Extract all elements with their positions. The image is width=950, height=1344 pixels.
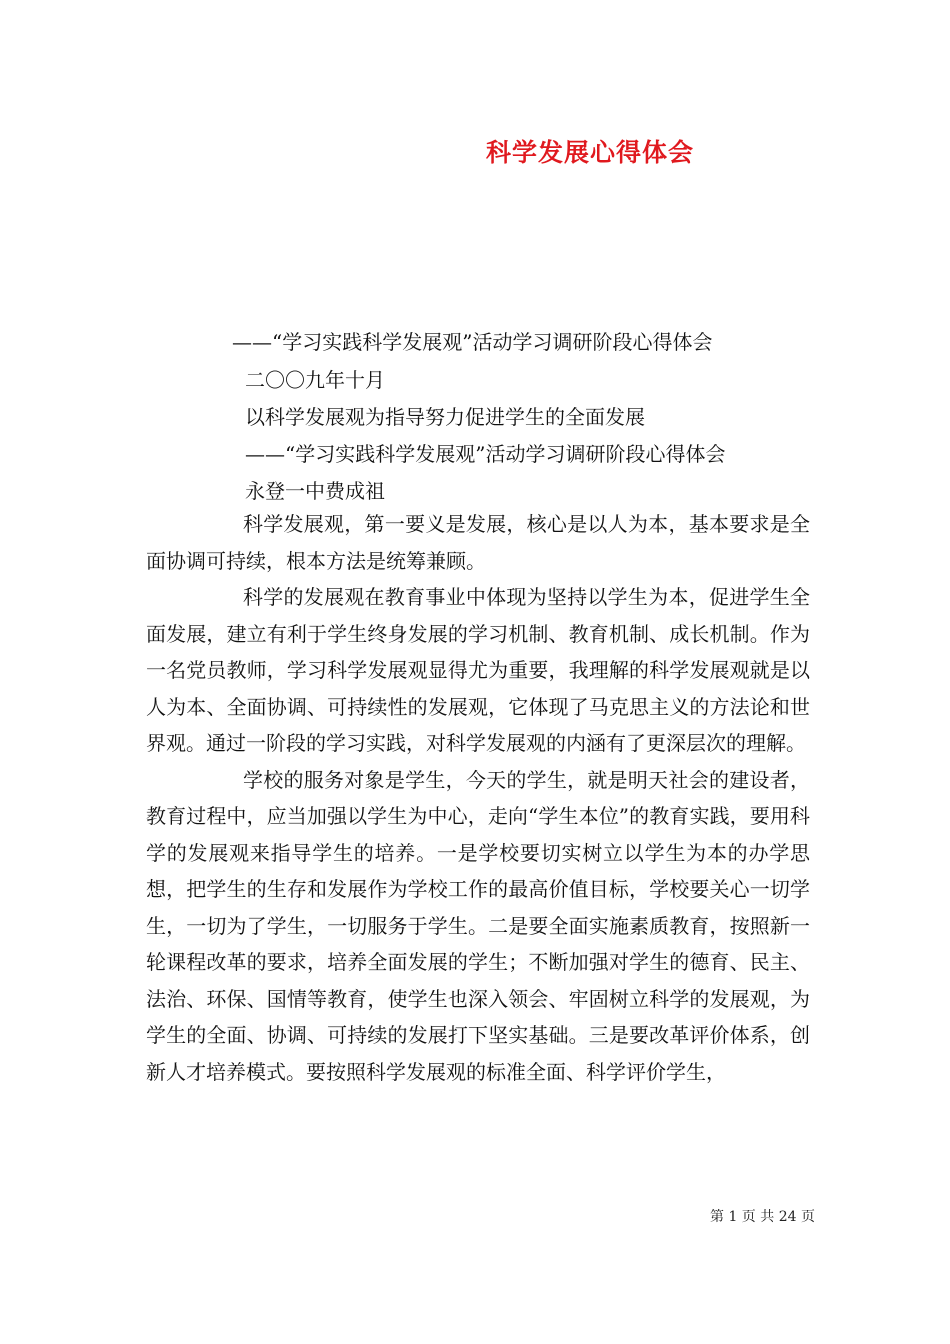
page-number: 第 1 页 共 24 页 [710, 1209, 815, 1225]
document-title: 科学发展心得体会 [485, 138, 694, 167]
paragraph: 学校的服务对象是学生，今天的学生，就是明天社会的建设者，教育过程中，应当加强以学生为中心，走向“学生本位”的教育实践，要用科学的发展观来指导学生的培养。一是学校要切实树立以学生为本的办学思想，把学生的生存和发展作为学校工作的最高价值目标，学校要关心一切学生，一切为了学生，一切服务于学生。二是要全面实施素质教育，按照新一轮课程改革的要求，培养全面发展的学生；不断加强对学生的德育、民主、法治、环保、国情等教育，使学生也深入领会、牢固树立科学的发展观，为学生的全面、协调、可持续的发展打下坚实基础。三是要改革评价体系，创新人才培养模式。要按照科学发展观的标准全面、科学评价学生， [146, 767, 810, 1084]
paragraph: 科学发展观，第一要义是发展，核心是以人为本，基本要求是全面协调可持续，根本方法是统筹兼顾。 [146, 512, 810, 573]
subtitle-line-2: ——“学习实践科学发展观”活动学习调研阶段心得体会 [245, 442, 726, 466]
author-line: 永登一中费成祖 [245, 479, 385, 503]
subtitle-line: ——“学习实践科学发展观”活动学习调研阶段心得体会 [232, 330, 713, 354]
body-text [146, 506, 810, 1090]
paragraph: 科学的发展观在教育事业中体现为坚持以学生为本，促进学生全面发展，建立有利于学生终身发展的学习机制、教育机制、成长机制。作为一名党员教师，学习科学发展观显得尤为重要，我理解的科学发展观就是以人为本、全面协调、可持续性的发展观，它体现了马克思主义的方法论和世界观。通过一阶段的学习实践，对科学发展观的内涵有了更深层次的理解。 [146, 585, 810, 755]
heading-line: 以科学发展观为指导努力促进学生的全面发展 [245, 405, 645, 429]
date-line: 二〇〇九年十月 [245, 368, 385, 392]
